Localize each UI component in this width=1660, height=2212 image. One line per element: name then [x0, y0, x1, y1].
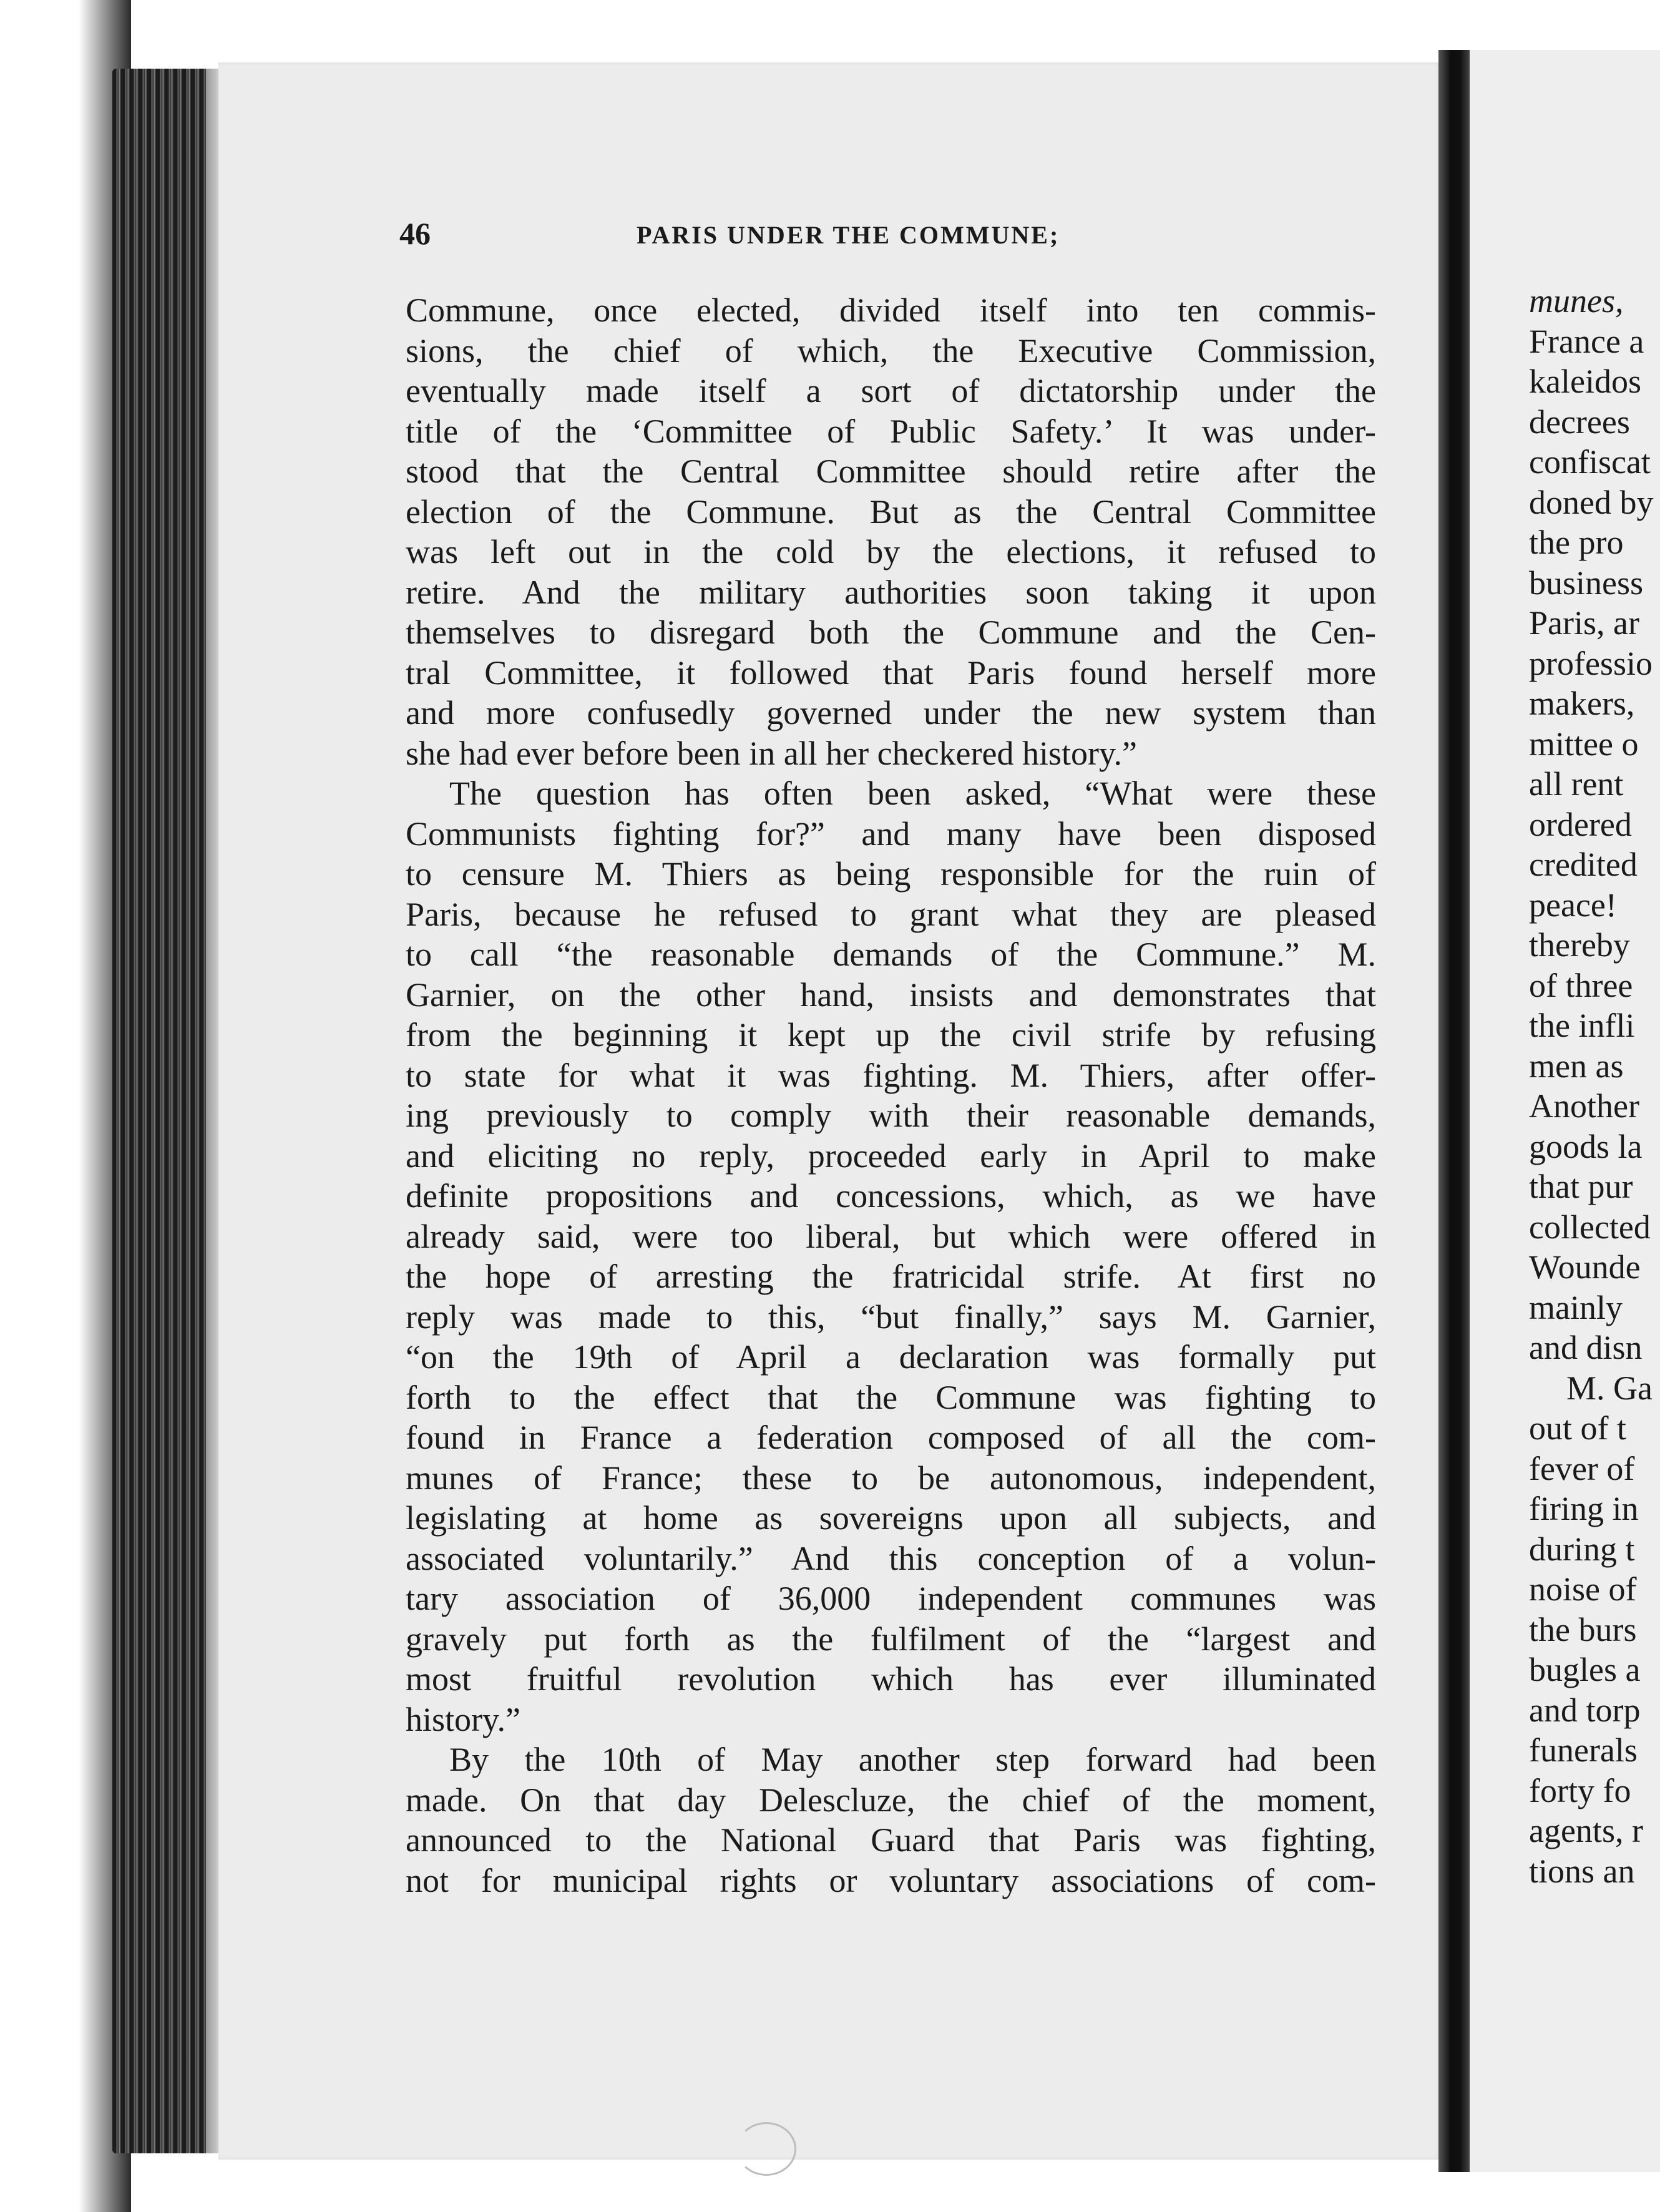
text-line: and more confusedly governed under the new system than: [406, 694, 1376, 732]
text-line: ordered: [1529, 805, 1632, 843]
right-page-text: [1529, 281, 1660, 1891]
text-line: announced to the National Guard that Paris was fighting,: [406, 1821, 1376, 1859]
text-line: not for municipal rights or voluntary associations of com-: [406, 1861, 1376, 1899]
text-line: found in France a federation composed of all the com-: [406, 1419, 1376, 1456]
paragraph-start-line: The question has often been asked, “What were these: [449, 775, 1376, 812]
book-gutter: [1438, 50, 1470, 2172]
text-line: forth to the effect that the Commune was fighting to: [406, 1378, 1376, 1416]
text-line: and disn: [1529, 1329, 1643, 1366]
text-line: from the beginning it kept up the civil strife by refusing: [406, 1016, 1376, 1054]
paragraph-start-line: By the 10th of May another step forward had been: [449, 1741, 1376, 1778]
text-line: that pur: [1529, 1168, 1633, 1205]
text-line: peace!: [1529, 886, 1617, 924]
text-line: made. On that day Delescluze, the chief of the moment,: [406, 1781, 1376, 1819]
text-line: decrees: [1529, 403, 1630, 441]
text-line: men as: [1529, 1047, 1624, 1085]
text-line: title of the ‘Committee of Public Safety.’ It was under-: [406, 412, 1376, 450]
text-line: thereby: [1529, 926, 1630, 964]
text-line: election of the Commune. But as the Central Committee: [406, 492, 1376, 531]
text-line: already said, were too liberal, but which were offered in: [406, 1217, 1376, 1255]
text-line: the infli: [1529, 1007, 1635, 1044]
text-line: the pro: [1529, 524, 1624, 561]
text-line: most fruitful revolution which has ever illuminated: [406, 1660, 1376, 1698]
text-line: and torp: [1529, 1691, 1641, 1729]
text-line: to call “the reasonable demands of the Commune.” M.: [406, 936, 1376, 973]
text-line: associated voluntarily.” And this conception of a volun-: [406, 1539, 1376, 1577]
text-line: definite propositions and concessions, which, as we have: [406, 1177, 1376, 1215]
text-line: credited: [1529, 846, 1638, 883]
text-line: mittee o: [1529, 725, 1639, 763]
text-line: tral Committee, it followed that Paris found herself more: [406, 653, 1376, 692]
text-line: Garnier, on the other hand, insists and demonstrates that: [406, 976, 1376, 1014]
text-line: ing previously to comply with their reasonable demands,: [406, 1097, 1376, 1134]
text-line: themselves to disregard both the Commune and the Cen-: [406, 614, 1376, 651]
text-line: the burs: [1529, 1610, 1637, 1648]
text-line: to state for what it was fighting. M. Thiers, after offer-: [406, 1056, 1376, 1094]
text-line: mainly: [1529, 1288, 1623, 1326]
scan-background: [0, 0, 131, 2212]
text-line: makers,: [1529, 685, 1635, 722]
text-line: [1529, 281, 1660, 321]
text-line: was left out in the cold by the elections, it refused to: [406, 533, 1376, 570]
text-line: retire. And the military authorities soon taking it upon: [406, 573, 1376, 611]
text-line: Paris, because he refused to grant what they are pleased: [406, 895, 1376, 933]
text-line: bugles a: [1529, 1651, 1641, 1688]
left-page-text: [406, 290, 1376, 1901]
text-line: Wounde: [1529, 1248, 1641, 1286]
text-line: tions an: [1529, 1852, 1635, 1890]
text-line: of three: [1529, 966, 1633, 1004]
text-line: doned by: [1529, 483, 1654, 521]
text-line: Communists fighting for?” and many have been disposed: [406, 815, 1376, 853]
text-line: history.”: [406, 1700, 520, 1738]
text-line: Another: [1529, 1087, 1639, 1125]
text-line: firing in: [1529, 1490, 1639, 1527]
text-line: funerals: [1529, 1731, 1638, 1769]
text-line: reply was made to this, “but finally,” says M. Garnier,: [406, 1298, 1376, 1336]
text-line: Commune, once elected, divided itself into ten commis-: [406, 291, 1376, 329]
text-line: business: [1529, 564, 1644, 602]
text-line: the hope of arresting the fratricidal strife. At first no: [406, 1258, 1376, 1295]
text-line: “on the 19th of April a declaration was formally put: [406, 1338, 1376, 1376]
text-line: to censure M. Thiers as being responsible for the ruin of: [406, 855, 1376, 893]
text-line: noise of: [1529, 1570, 1637, 1608]
text-line: munes of France; these to be autonomous, independent,: [406, 1459, 1376, 1497]
text-line: all rent: [1529, 765, 1624, 803]
page-header: [399, 215, 1373, 259]
text-line: confiscat: [1529, 443, 1651, 481]
text-line: forty fo: [1529, 1771, 1631, 1809]
text-line: and eliciting no reply, proceeded early in April to make: [406, 1137, 1376, 1175]
paragraph-start-line: M. Ga: [1566, 1369, 1653, 1407]
text-line: legislating at home as sovereigns upon all subjects, and: [406, 1499, 1376, 1537]
text-line: collected: [1529, 1208, 1651, 1246]
text-line: during t: [1529, 1530, 1635, 1568]
text-line: fever of: [1529, 1449, 1635, 1487]
text-line: she had ever before been in all her checkered history.”: [406, 734, 1137, 772]
text-line: Paris, ar: [1529, 604, 1639, 642]
text-line: kaleidos: [1529, 363, 1641, 400]
running-title: PARIS UNDER THE COMMUNE;: [637, 221, 1060, 249]
text-line: gravely put forth as the fulfilment of the “largest and: [406, 1620, 1376, 1658]
page-number: 46: [399, 216, 431, 251]
text-line: stood that the Central Committee should retire after the: [406, 453, 1376, 490]
italic-word: munes,: [1529, 282, 1624, 320]
text-line: agents, r: [1529, 1812, 1643, 1849]
text-line: out of t: [1529, 1409, 1626, 1447]
text-line: goods la: [1529, 1127, 1643, 1165]
text-line: professio: [1529, 644, 1653, 682]
text-line: tary association of 36,000 independent communes was: [406, 1580, 1376, 1617]
text-line: eventually made itself a sort of dictatorship under the: [406, 372, 1376, 409]
paper-scuff-mark: [736, 2122, 796, 2176]
text-line: France a: [1529, 322, 1644, 360]
text-line: sions, the chief of which, the Executive Commission,: [406, 331, 1376, 369]
